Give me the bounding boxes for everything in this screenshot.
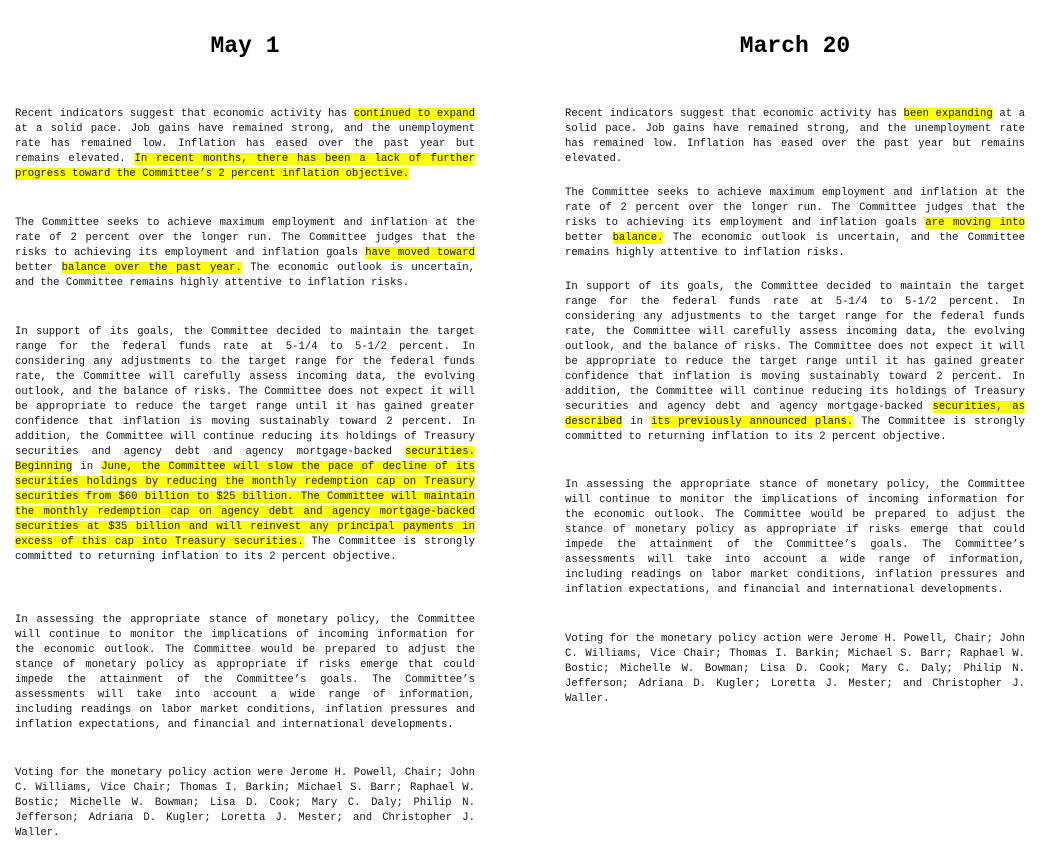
march-20-title: March 20 bbox=[739, 33, 851, 59]
paragraph-text: In assessing the appropriate stance of monetary policy, the Committee will continue to monitor the implications of incoming information for the economic outlook. The Committee would be prepared to adjust the stance of monetary policy as appropriate if risks emerge that could impede the attainment of the Committee’s goals. The Committee’s assessments will take into account a wide range of information, including readings on labor market conditions, inflation pressures and inflation expectations, and financial and international developments. bbox=[565, 479, 1025, 596]
paragraph-text: Recent indicators suggest that economic activity has bbox=[15, 108, 354, 120]
may-1-paragraph-2 bbox=[15, 216, 475, 291]
highlighted-change: June, the Committee will slow the pace of decline of its securities holdings by reducing the monthly redemption cap on Treasury securities from $60 billion to $25 billion. The Committee will maintain the monthly redemption cap on agency debt and agency mortgage-backed securities at $35 billion and will reinvest any principal payments in excess of this cap into Treasury securities. bbox=[15, 461, 475, 548]
paragraph-text: In assessing the appropriate stance of monetary policy, the Committee will continue to monitor the implications of incoming information for the economic outlook. The Committee would be prepared to adjust the stance of monetary policy as appropriate if risks emerge that could impede the attainment of the Committee’s goals. The Committee’s assessments will take into account a wide range of information, including readings on labor market conditions, inflation pressures and inflation expectations, and financial and international developments. bbox=[15, 614, 475, 731]
paragraph-text: The economic outlook is uncertain, and the Committee remains highly attentive to inflation risks. bbox=[15, 262, 475, 289]
paragraph-text: at a solid pace. Job gains have remained strong, and the unemployment rate has remained low. Inflation has eased over the past year but remains elevated. bbox=[565, 108, 1025, 165]
paragraph-text: Recent indicators suggest that economic activity has bbox=[565, 108, 904, 120]
may-1-title: May 1 bbox=[210, 33, 280, 59]
paragraph-text: In support of its goals, the Committee decided to maintain the target range for the federal funds rate at 5-1/4 to 5-1/2 percent. In considering any adjustments to the target range for the federal funds rate, the Committee will carefully assess incoming data, the evolving outlook, and the balance of risks. The Committee does not expect it will be appropriate to reduce the target range until it has gained greater confidence that inflation is moving sustainably toward 2 percent. In addition, the Committee will continue reducing its holdings of Treasury securities and agency debt and agency mortgage-backed bbox=[565, 281, 1025, 413]
paragraph-text: Voting for the monetary policy action were Jerome H. Powell, Chair; John C. Williams, Vice Chair; Thomas I. Barkin; Michael S. Barr; Raphael W. Bostic; Michelle W. Bowman; Lisa D. Cook; Mary C. Daly; Philip N. Jefferson; Adriana D. Kugler; Loretta J. Mester; and Christopher J. Waller. bbox=[15, 767, 475, 839]
paragraph-text: The Committee is strongly committed to returning inflation to its 2 percent objective. bbox=[15, 536, 475, 563]
highlighted-change: securities, as described bbox=[565, 401, 1025, 428]
paragraph-text: in bbox=[72, 461, 102, 473]
highlighted-change: continued to expand bbox=[353, 108, 475, 120]
paragraph-text: The Committee is strongly committed to returning inflation to its 2 percent objective. bbox=[565, 416, 1026, 443]
march-20-paragraph-1 bbox=[565, 107, 1025, 167]
highlighted-change: its previously announced plans. bbox=[650, 416, 854, 428]
march-20-paragraph-5 bbox=[565, 632, 1025, 707]
highlighted-change: securities. Beginning bbox=[15, 446, 475, 473]
highlighted-change: In recent months, there has been a lack of further progress toward the Committee’s 2 percent inflation objective. bbox=[15, 153, 475, 180]
paragraph-text: better bbox=[15, 262, 62, 274]
paragraph-text: Voting for the monetary policy action were Jerome H. Powell, Chair; John C. Williams, Vice Chair; Thomas I. Barkin; Michael S. Barr; Raphael W. Bostic; Michelle W. Bowman; Lisa D. Cook; Mary C. Daly; Philip N. Jefferson; Adriana D. Kugler; Loretta J. Mester; and Christopher J. Waller. bbox=[565, 633, 1025, 705]
paragraph-text: in bbox=[622, 416, 651, 428]
paragraph-text: better bbox=[565, 232, 613, 244]
march-20-paragraph-2 bbox=[565, 186, 1025, 261]
may-1-paragraph-5 bbox=[15, 766, 475, 841]
march-20-paragraph-3 bbox=[565, 280, 1025, 445]
paragraph-text: The Committee seeks to achieve maximum employment and inflation at the rate of 2 percent over the longer run. The Committee judges that the risks to achieving its employment and inflation goals bbox=[15, 217, 475, 259]
highlighted-change: balance. bbox=[612, 232, 664, 244]
highlighted-change: been expanding bbox=[903, 108, 993, 120]
paragraph-text: The Committee seeks to achieve maximum employment and inflation at the rate of 2 percent over the longer run. The Committee judges that the risks to achieving its employment and inflation goals bbox=[565, 187, 1025, 229]
may-1-paragraph-1 bbox=[15, 107, 475, 182]
may-1-paragraph-4 bbox=[15, 613, 475, 733]
march-20-paragraph-4 bbox=[565, 478, 1025, 598]
highlighted-change: have moved toward bbox=[365, 247, 476, 259]
may-1-paragraph-3 bbox=[15, 325, 475, 565]
highlighted-change: balance over the past year. bbox=[61, 262, 242, 274]
highlighted-change: are moving into bbox=[925, 217, 1026, 229]
paragraph-text: at a solid pace. Job gains have remained strong, and the unemployment rate has remained low. Inflation has eased over the past year but remains elevated. bbox=[15, 123, 475, 165]
paragraph-text: The economic outlook is uncertain, and the Committee remains highly attentive to inflation risks. bbox=[565, 232, 1025, 259]
paragraph-text: In support of its goals, the Committee decided to maintain the target range for the federal funds rate at 5-1/4 to 5-1/2 percent. In considering any adjustments to the target range for the federal funds rate, the Committee will carefully assess incoming data, the evolving outlook, and the balance of risks. The Committee does not expect it will be appropriate to reduce the target range until it has gained greater confidence that inflation is moving sustainably toward 2 percent. In addition, the Committee will continue reducing its holdings of Treasury securities and agency debt and agency mortgage-backed bbox=[15, 326, 475, 458]
